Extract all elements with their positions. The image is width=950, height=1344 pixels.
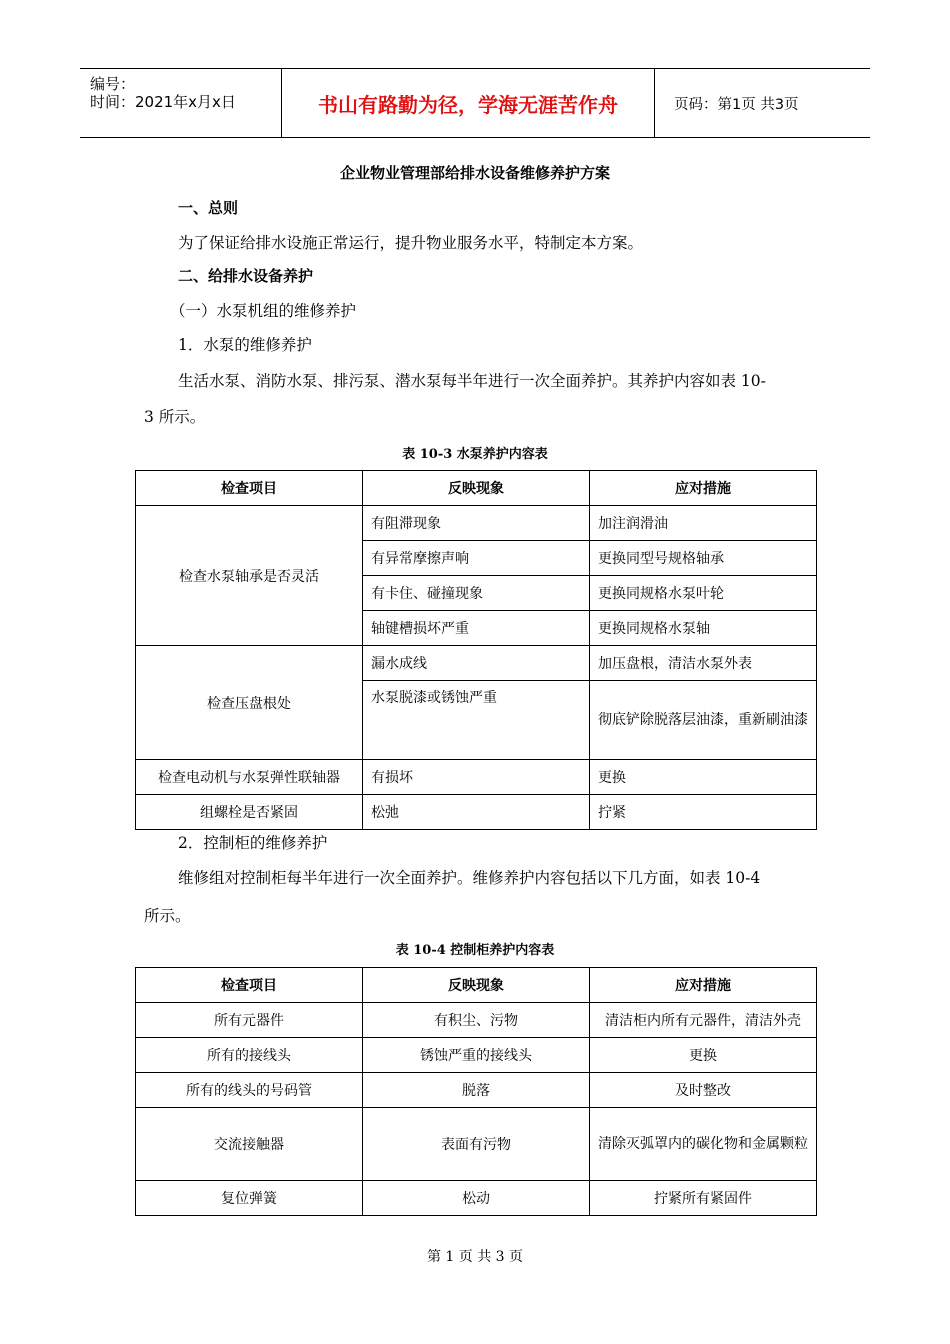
table-cell-action: 更换同规格水泵叶轮	[590, 576, 817, 611]
section-heading-maintenance: 二、给排水设备养护	[178, 267, 314, 285]
table-cell-item: 所有的接线头	[136, 1038, 363, 1073]
table-cell-item: 所有的线头的号码管	[136, 1073, 363, 1108]
time-label: 时间：2021年x月x日	[90, 93, 236, 111]
table-cell-action: 加注润滑油	[590, 506, 817, 541]
paragraph-pump-line1: 生活水泵、消防水泵、排污泵、潜水泵每半年进行一次全面养护。其养护内容如表 10-	[178, 372, 766, 390]
table-header-row	[136, 471, 817, 506]
table-cell-item: 检查电动机与水泵弹性联轴器	[136, 760, 363, 795]
table-header-cell: 检查项目	[136, 471, 363, 506]
table-cell-action: 彻底铲除脱落层油漆，重新刷油漆	[590, 681, 817, 760]
page-footer: 第 1 页 共 3 页	[426, 1249, 524, 1265]
table-row	[136, 1108, 817, 1181]
pump-maintenance-table	[135, 470, 817, 830]
table-cell-item: 检查压盘根处	[136, 646, 363, 760]
page-label-text: 页码：第1页 共3页	[674, 96, 799, 113]
table-cell-item: 组螺栓是否紧固	[136, 795, 363, 830]
header-motto: 书山有路勤为径，学海无涯苦作舟	[281, 69, 655, 137]
table-header-cell: 反映现象	[363, 968, 590, 1003]
table-cell-item: 交流接触器	[136, 1108, 363, 1181]
table-cell-action: 拧紧所有紧固件	[590, 1181, 817, 1216]
table-cell-symptom: 有阻滞现象	[363, 506, 590, 541]
table-header-cell: 应对措施	[590, 968, 817, 1003]
header-meta	[80, 69, 280, 137]
table-header-cell: 检查项目	[136, 968, 363, 1003]
table-cell-action: 清洁柜内所有元器件，清洁外壳	[590, 1003, 817, 1038]
table-header-row	[136, 968, 817, 1003]
table-cell-symptom: 有损坏	[363, 760, 590, 795]
table-row	[136, 1003, 817, 1038]
table-cell-symptom: 松动	[363, 1181, 590, 1216]
table2-caption: 表 10-4 控制柜养护内容表	[395, 943, 555, 958]
table-cell-symptom: 漏水成线	[363, 646, 590, 681]
table-cell-action: 拧紧	[590, 795, 817, 830]
table-cell-symptom: 脱落	[363, 1073, 590, 1108]
table-cell-action: 更换	[590, 1038, 817, 1073]
table-cell-action: 及时整改	[590, 1073, 817, 1108]
table-cell-item: 检查水泵轴承是否灵活	[136, 506, 363, 646]
table-cell-symptom: 有积尘、污物	[363, 1003, 590, 1038]
item-pump-maintenance: 1．水泵的维修养护	[178, 336, 312, 354]
cabinet-maintenance-table	[135, 967, 817, 1216]
table-cell-symptom: 锈蚀严重的接线头	[363, 1038, 590, 1073]
table-row	[136, 795, 817, 830]
table-cell-item: 所有元器件	[136, 1003, 363, 1038]
item-control-cabinet: 2．控制柜的维修养护	[178, 834, 328, 852]
number-label: 编号：	[90, 75, 136, 93]
table-cell-item: 复位弹簧	[136, 1181, 363, 1216]
table-cell-action: 更换同规格水泵轴	[590, 611, 817, 646]
subsection-pump-unit: （一）水泵机组的维修养护	[170, 302, 357, 320]
table-cell-symptom: 轴键槽损坏严重	[363, 611, 590, 646]
table-cell-action: 清除灭弧罩内的碳化物和金属颗粒	[590, 1108, 817, 1181]
paragraph-cabinet-line1: 维修组对控制柜每半年进行一次全面养护。维修养护内容包括以下几方面，如表 10-4	[178, 869, 761, 887]
table-row	[136, 1073, 817, 1108]
paragraph-pump-line2: 3 所示。	[144, 408, 206, 426]
table-header-cell: 应对措施	[590, 471, 817, 506]
table-row	[136, 760, 817, 795]
page-header	[80, 68, 870, 138]
table-row	[136, 646, 817, 681]
section-heading-general: 一、总则	[178, 199, 239, 217]
table-row	[136, 1038, 817, 1073]
table-cell-symptom: 松弛	[363, 795, 590, 830]
table-cell-action: 更换同型号规格轴承	[590, 541, 817, 576]
section-general-text: 为了保证给排水设施正常运行，提升物业服务水平，特制定本方案。	[178, 234, 644, 252]
paragraph-cabinet-line2: 所示。	[144, 907, 191, 925]
table-cell-action: 更换	[590, 760, 817, 795]
table-cell-action: 加压盘根，清洁水泵外表	[590, 646, 817, 681]
table1-caption: 表 10-3 水泵养护内容表	[402, 447, 548, 462]
header-page-label	[664, 69, 870, 137]
document-title: 企业物业管理部给排水设备维修养护方案	[339, 164, 610, 182]
table-row	[136, 506, 817, 541]
table-header-cell: 反映现象	[363, 471, 590, 506]
table-cell-symptom: 有卡住、碰撞现象	[363, 576, 590, 611]
table-cell-symptom: 水泵脱漆或锈蚀严重	[363, 681, 590, 760]
table-cell-symptom: 表面有污物	[363, 1108, 590, 1181]
table-cell-symptom: 有异常摩擦声响	[363, 541, 590, 576]
table-row	[136, 1181, 817, 1216]
